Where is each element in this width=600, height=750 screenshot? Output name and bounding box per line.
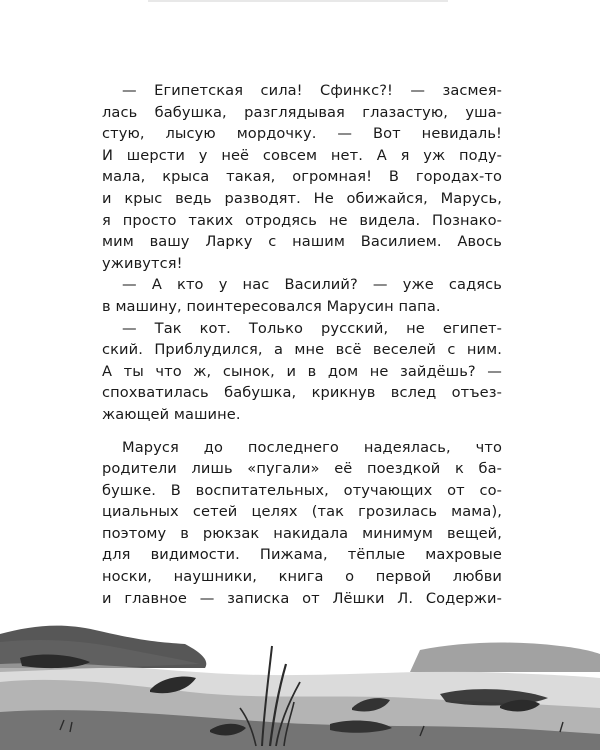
text-line: циальных сетей целях (так грозилась мама), <box>102 503 502 521</box>
text-line: я просто таких отродясь не видела. Познако- <box>102 211 502 229</box>
text-line: лась бабушка, разглядывая глазастую, уша- <box>102 103 502 121</box>
text-line: мала, крыса такая, огромная! В городах-то <box>102 168 502 186</box>
text-line: носки, наушники, книга о первой любви <box>102 568 502 586</box>
text-line: для видимости. Пижама, тёплые махровые <box>102 546 502 564</box>
text-line: уживутся! <box>102 254 183 272</box>
text-line: и крыс ведь разводят. Не обижайся, Марусь, <box>102 189 502 207</box>
text-line: спохватилась бабушка, крикнув вслед отъез- <box>102 384 502 402</box>
text-line: Маруся до последнего надеялась, что <box>122 438 502 456</box>
text-line: А ты что ж, сынок, и в дом не зайдёшь? — <box>102 362 502 380</box>
text-line: бушке. В воспитательных, отучающих от со- <box>102 481 502 499</box>
paragraph <box>102 437 502 610</box>
paragraph <box>102 274 502 317</box>
text-line: — А кто у нас Василий? — уже садясь <box>122 276 502 294</box>
paragraph <box>102 318 502 426</box>
paragraph <box>102 80 502 274</box>
text-line: — Так кот. Только русский, не египет- <box>122 319 502 337</box>
text-line: мим вашу Ларку с нашим Василием. Авось <box>102 233 502 251</box>
text-line: — Египетская сила! Сфинкс?! — засмея- <box>122 82 502 99</box>
body-text <box>102 80 502 609</box>
text-line: и главное — записка от Лёшки Л. Содержи- <box>102 589 502 607</box>
text-line: поэтому в рюкзак накидала минимум вещей, <box>102 524 502 542</box>
page-top-rule <box>148 0 448 2</box>
text-line: стую, лысую мордочку. — Вот невидаль! <box>102 125 502 143</box>
text-line: ский. Приблудился, а мне всё веселей с ним. <box>102 341 502 359</box>
landscape-illustration-icon <box>0 612 600 750</box>
hill-shape <box>410 643 600 672</box>
text-line: жающей машине. <box>102 405 241 423</box>
text-line: в машину, поинтересовался Марусин папа. <box>102 297 441 315</box>
text-line: И шерсти у неё совсем нет. А я уж поду- <box>102 146 502 164</box>
text-line: родители лишь «пугали» её поездкой к ба- <box>102 460 502 478</box>
